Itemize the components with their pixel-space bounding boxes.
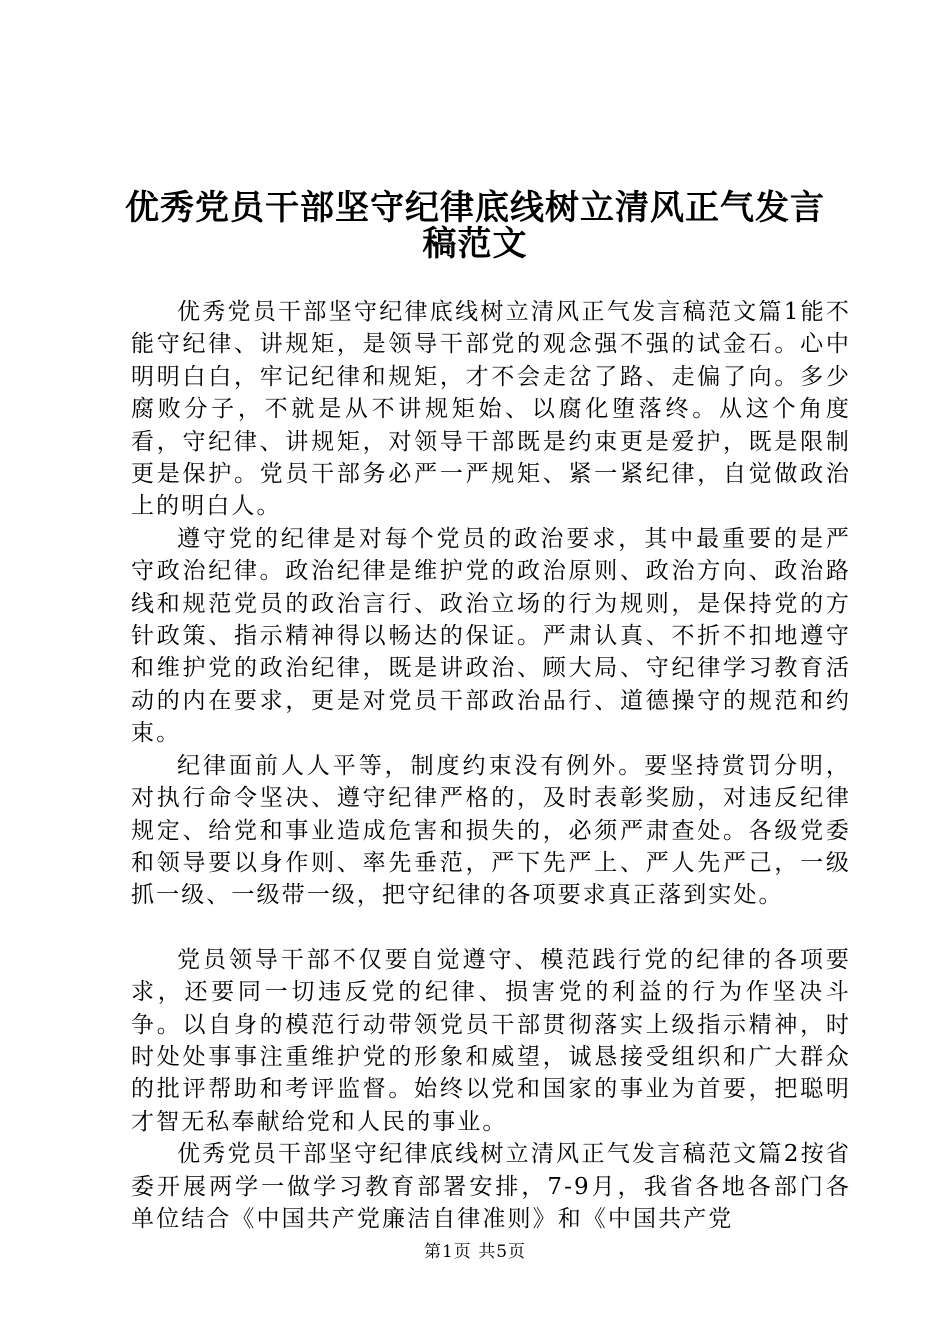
document-body — [131, 296, 851, 1235]
paragraph-2: 遵守党的纪律是对每个党员的政治要求，其中最重要的是严守政治纪律。政治纪律是维护党的政治原则、政治方向、政治路线和规范党员的政治言行、政治立场的行为规则，是保持党的方针政策、指示精神得以畅达的保证。严肃认真、不折不扣地遵守和维护党的政治纪律，既是讲政治、顾大局、守纪律学习教育活动的内在要求，更是对党员干部政治品行、道德操守的规范和约束。 — [131, 525, 851, 747]
page-footer: 第1页 共5页 — [423, 1242, 527, 1262]
paragraph-3: 纪律面前人人平等，制度约束没有例外。要坚持赏罚分明，对执行命令坚决、遵守纪律严格的，及时表彰奖励，对违反纪律规定、给党和事业造成危害和损失的，必须严肃查处。各级党委和领导要以身作则、率先垂范，严下先严上、严人先严己，一级抓一级、一级带一级，把守纪律的各项要求真正落到实处。 — [131, 752, 851, 909]
document-title-line1: 优秀党员干部坚守纪律底线树立清风正气发言 — [125, 188, 825, 228]
paragraph-5: 优秀党员干部坚守纪律底线树立清风正气发言稿范文篇2按省委开展两学一做学习教育部署安排，7-9月，我省各地各部门各单位结合《中国共产党廉洁自律准则》和《中国共产党 — [131, 1141, 851, 1232]
paragraph-1: 优秀党员干部坚守纪律底线树立清风正气发言稿范文篇1能不能守纪律、讲规矩，是领导干部党的观念强不强的试金石。心中明明白白，牢记纪律和规矩，才不会走岔了路、走偏了向。多少腐败分子，不就是从不讲规矩始、以腐化堕落终。从这个角度看，守纪律、讲规矩，对领导干部既是约束更是爱护，既是限制更是保护。党员干部务必严一严规矩、紧一紧纪律，自觉做政治上的明白人。 — [131, 299, 851, 520]
document-title-line2: 稿范文 — [422, 224, 528, 264]
paragraph-4: 党员领导干部不仅要自觉遵守、模范践行党的纪律的各项要求，还要同一切违反党的纪律、损害党的利益的行为作坚决斗争。以自身的模范行动带领党员干部贯彻落实上级指示精神，时时处处事事注重维护党的形象和威望，诚恳接受组织和广大群众的批评帮助和考评监督。始终以党和国家的事业为首要，把聪明才智无私奉献给党和人民的事业。 — [131, 946, 851, 1135]
